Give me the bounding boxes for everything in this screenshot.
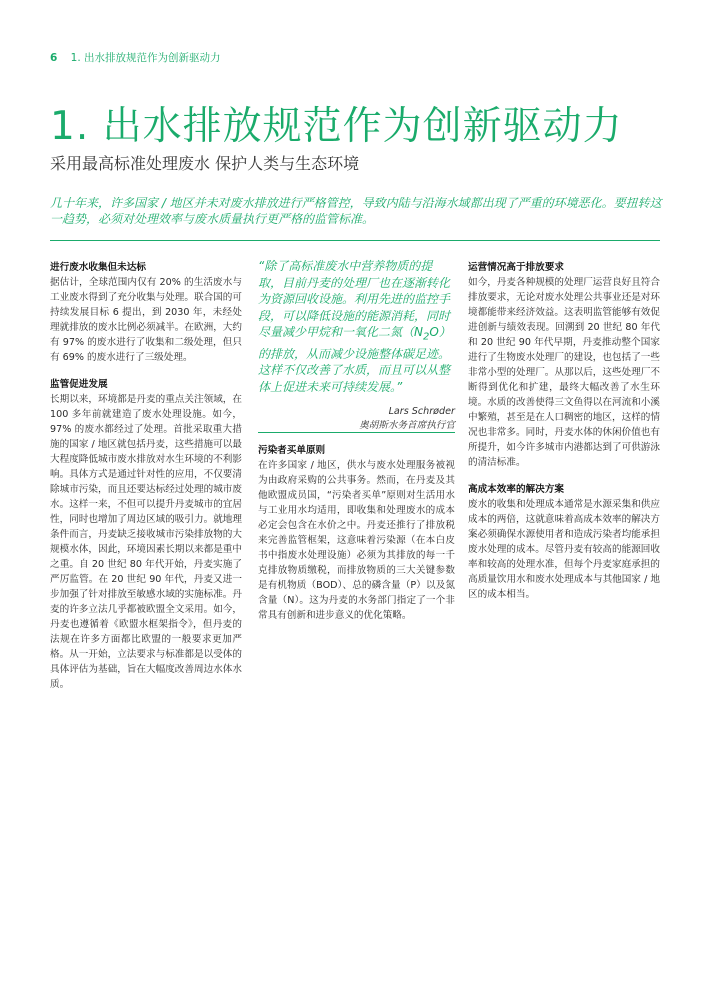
running-header bbox=[50, 50, 221, 65]
section-label: 1. 出水排放规范作为创新驱动力 bbox=[70, 52, 221, 64]
section-body: 废水的收集和处理成本通常是水源采集和供应成本的两倍，这就意味着高成本效率的解决方案必须确保水源使用者和造成污染者均能承担废水处理的成本。尽管丹麦有较高的能源回收率和较高的处理水准，但每个丹麦家庭承担的高质量饮用水和废水处理成本与其他国家 / 地区的成本相当。 bbox=[468, 499, 660, 600]
section-body: 长期以来，环境都是丹麦的重点关注领域，在 100 多年前就建造了废水处理设施。如今，97% 的废水都经过了处理。首批采取重大措施的国家 / 地区就包括丹麦，这些措施可以最大程度降低城市废水排放对水生环境的不利影响。具体方式是通过针对性的应用，不仅要清除城市污染，而且还要达标经过处理的城市废水。这样一来，不但可以提升丹麦城市的宜居性，同时也增加了周边区域的吸引力。就地理条件而言，丹麦缺乏接收城市污染排放物的大规模水体，因此，环境因素长期以来都是重中之重。自 20 世纪 80 年代开始，丹麦实施了严厉监管。在 20 世纪 90 年代，丹麦又进一步加强了针对排放至敏感水域的实施标准。丹麦的许多立法几乎都被欧盟全文采用。如今，丹麦也遵循着《欧盟水框架指令》，但丹麦的法规在许多方面都比欧盟的一般要求更加严格。从一开始，立法要求与标准都是以受体的具体评估为基础，旨在大幅度改善周边水体水质。 bbox=[50, 394, 242, 690]
right-column bbox=[468, 260, 660, 602]
quote-role: 奥胡斯水务首席执行官 bbox=[359, 420, 455, 431]
section-heading: 监管促进发展 bbox=[50, 379, 108, 390]
quote-divider bbox=[258, 432, 455, 433]
page-title: 1. 出水排放规范作为创新驱动力 bbox=[50, 104, 623, 149]
quote-text-end: O）的排放，从而减少设施整体碳足迹。这样不仅改善了水质，而且可以从整体上促进未来可持续发展。” bbox=[258, 325, 451, 394]
section-heading: 高成本效率的解决方案 bbox=[468, 484, 564, 495]
pull-quote bbox=[258, 258, 455, 395]
page-subtitle: 采用最高标准处理废水 保护人类与生态环境 bbox=[50, 154, 360, 173]
lead-paragraph: 几十年来，许多国家 / 地区并未对废水排放进行严格管控，导致内陆与沿海水域都出现了严重的环境恶化。要扭转这一趋势，必须对处理效率与废水质量执行更严格的监管标准。 bbox=[50, 196, 662, 226]
section-heading: 运营情况高于排放要求 bbox=[468, 262, 564, 273]
section-heading: 污染者买单原则 bbox=[258, 445, 326, 456]
quote-subscript: 2 bbox=[422, 331, 430, 343]
middle-column bbox=[258, 443, 455, 623]
page-number: 6 bbox=[50, 52, 58, 64]
quote-attribution bbox=[258, 405, 455, 433]
left-column bbox=[50, 260, 242, 692]
quote-author: Lars Schrøder bbox=[388, 406, 455, 417]
section-divider bbox=[50, 240, 660, 241]
section-body: 如今，丹麦各种规模的处理厂运营良好且符合排放要求，无论对废水处理公共事业还是对环境都能带来经济效益。这表明监管能够有效促进创新与绩效表现。回溯到 20 世纪 80 年代和 20 世纪 90 年代早期，丹麦推动整个国家进行了生物废水处理厂的建设，也包括了一些非常小型的处理厂。从那以后，这些处理厂不断得到优化和扩建，最终大幅改善了水生环境。水质的改善使得三文鱼得以在河流和小溪中繁殖，甚至是在人口稠密的地区，这样的情况也非常多。同时，丹麦水体的休闲价值也有所提升，如今许多城市内港都达到了可供游泳的清洁标准。 bbox=[468, 277, 660, 468]
section-body: 在许多国家 / 地区，供水与废水处理服务被视为由政府采购的公共事务。然而，在丹麦及其他欧盟成员国，“污染者买单”原则对生活用水与工业用水均适用，即收集和处理废水的成本必定会包含在水价之中。丹麦还推行了排放税来完善监管框架，这意味着污染源（在本白皮书中指废水处理设施）必须为其排放的每一千克排放物质缴税，而排放物质的三大关键参数是有机物质（BOD）、总的磷含量（P）以及氮含量（N）。这为丹麦的水务部门指定了一个非常具有创新和进步意义的优化策略。 bbox=[258, 460, 455, 621]
quote-text: “除了高标准废水中营养物质的提取，目前丹麦的处理厂也在逐渐转化为资源回收设施。利用先进的监控手段，可以降低设施的能源消耗，同时尽量减少甲烷和一氧化二氮（N bbox=[258, 259, 451, 339]
section-heading: 进行废水收集但未达标 bbox=[50, 262, 146, 273]
section-body: 据估计，全球范围内仅有 20% 的生活废水与工业废水得到了充分收集与处理。联合国的可持续发展目标 6 提出，到 2030 年，未经处理就排放的废水比例必须减半。在欧洲，大约有 97% 的废水进行了收集和二级处理，但只有 69% 的废水进行了三级处理。 bbox=[50, 277, 242, 363]
